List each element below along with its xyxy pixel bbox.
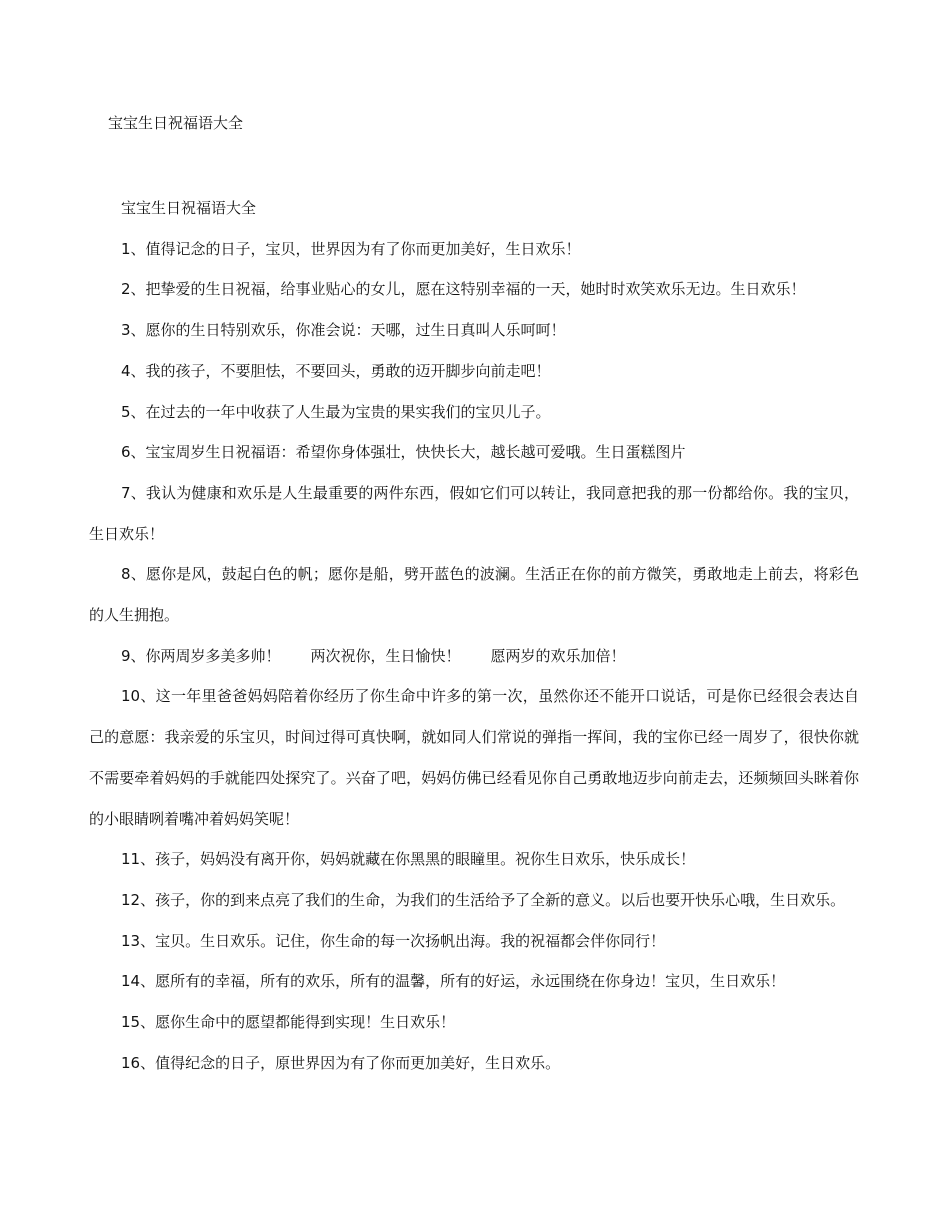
wish-paragraph: 2、把挚爱的生日祝福，给事业贴心的女儿，愿在这特别幸福的一天，她时时欢笑欢乐无边。生日欢乐！ [121,280,806,299]
wish-paragraph: 9、你两周岁多美多帅！ 两次祝你，生日愉快！ 愿两岁的欢乐加倍！ [121,646,626,665]
wish-paragraph: 12、孩子，你的到来点亮了我们的生命，为我们的生活给予了全新的意义。以后也要开快乐心哦，生日欢乐。 [121,890,846,909]
wish-paragraph: 10、这一年里爸爸妈妈陪着你经历了你生命中许多的第一次，虽然你还不能开口说话，可是你已经很会表达自己的意愿：我亲爱的乐宝贝，时间过得可真快啊，就如同人们常说的弹指一挥间，我的宝你已经一周岁了，很快你就不需要牵着妈妈的手就能四处探究了。兴奋了吧，妈妈仿佛已经看见你自己勇敢地迈步向前走去，还频频回头眯着你的小眼睛咧着嘴冲着妈妈笑呢！ [89,687,859,828]
wish-paragraph: 13、宝贝。生日欢乐。记住，你生命的每一次扬帆出海。我的祝福都会伴你同行！ [121,931,666,950]
wish-paragraph: 6、宝宝周岁生日祝福语：希望你身体强壮，快快长大，越长越可爱哦。生日蛋糕图片 [121,443,686,462]
body-heading: 宝宝生日祝福语大全 [121,199,257,217]
wish-paragraph: 1、值得记念的日子，宝贝，世界因为有了你而更加美好，生日欢乐！ [121,239,581,258]
document-title: 宝宝生日祝福语大全 [108,114,244,132]
wish-paragraph: 15、愿你生命中的愿望都能得到实现！生日欢乐！ [121,1013,456,1032]
wish-paragraph: 14、愿所有的幸福，所有的欢乐，所有的温馨，所有的好运，永远围绕在你身边！宝贝，生日欢乐！ [121,972,786,991]
wish-paragraph: 11、孩子，妈妈没有离开你，妈妈就藏在你黑黑的眼瞳里。祝你生日欢乐，快乐成长！ [121,850,696,869]
wish-paragraph: 4、我的孩子，不要胆怯，不要回头，勇敢的迈开脚步向前走吧！ [121,361,551,380]
wish-paragraph: 5、在过去的一年中收获了人生最为宝贵的果实我们的宝贝儿子。 [121,402,551,421]
wish-paragraph: 16、值得纪念的日子，原世界因为有了你而更加美好，生日欢乐。 [121,1053,561,1072]
wish-paragraph: 3、愿你的生日特别欢乐，你准会说：天哪，过生日真叫人乐呵呵！ [121,321,566,340]
wish-paragraph: 7、我认为健康和欢乐是人生最重要的两件东西，假如它们可以转让，我同意把我的那一份都给你。我的宝贝，生日欢乐！ [89,483,859,543]
document-body [89,188,859,1083]
wish-paragraph: 8、愿你是风，鼓起白色的帆；愿你是船，劈开蓝色的波澜。生活正在你的前方微笑，勇敢地走上前去，将彩色的人生拥抱。 [89,565,859,625]
